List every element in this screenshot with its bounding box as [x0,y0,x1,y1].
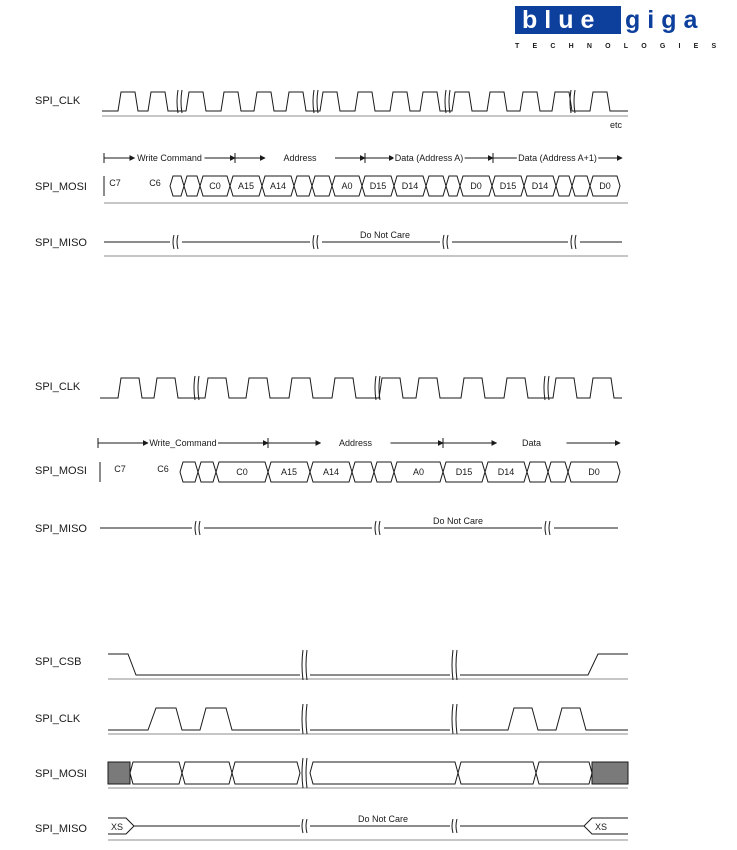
miso-do-not-care: Do Not Care [357,814,409,824]
bit-label: C7 [114,464,126,474]
break-mark [313,90,314,113]
bit-label: C7 [109,178,121,188]
phase-label: Address [338,438,373,448]
diagram-1 [35,90,628,256]
break-mark [449,90,450,113]
break-mark [379,376,380,400]
bus-cell [527,462,548,482]
bit-label: D15 [369,181,387,191]
break-mark [452,819,453,833]
bus-cell [312,176,332,196]
miso-xs-end-label: XS [594,822,608,832]
bus-cell [536,762,592,784]
break-mark [306,758,307,788]
break-mark [177,90,178,113]
bus-cell [572,176,590,196]
bus-cell [130,762,182,784]
diagram-2 [35,376,622,535]
break-mark [317,90,318,113]
signal-label-miso: SPI_MISO [35,823,87,835]
signal-label-miso: SPI_MISO [35,523,87,535]
break-mark [452,650,453,680]
miso-do-not-care: Do Not Care [432,516,484,526]
phase-label: Data (Address A) [394,153,464,163]
bit-label: C6 [149,178,161,188]
break-mark [302,650,303,680]
bus-cell [294,176,312,196]
signal-label-clk: SPI_CLK [35,381,81,393]
break-mark [544,376,545,400]
break-mark [181,90,182,113]
mosi-dont-care-end [592,762,628,784]
signal-label-miso: SPI_MISO [35,237,87,249]
bit-label: D14 [531,181,549,191]
bus-cell [458,762,536,784]
bus-cell [446,176,460,196]
break-mark [313,235,314,249]
break-mark [195,521,196,535]
bit-label: A15 [280,467,298,477]
logo-subtitle: TECHNOLOGIES [515,43,730,50]
break-mark [302,704,303,734]
bit-label: C0 [209,181,221,191]
break-mark [302,819,303,833]
break-mark [375,521,376,535]
logo-word-right: giga [625,6,705,34]
break-mark [199,521,200,535]
clk-etc-note: etc [610,120,623,130]
bus-cell [426,176,446,196]
bit-label: A14 [322,467,340,477]
phase-label: Data (Address A+1) [518,153,597,163]
phase-label: Write_Command [149,438,217,448]
bit-label: A0 [341,181,353,191]
break-mark [545,521,546,535]
bus-cell [182,762,232,784]
break-mark [194,376,195,400]
bit-label: C0 [236,467,248,477]
bus-cell [170,176,184,196]
bus-cell [374,462,394,482]
break-mark [302,758,303,788]
bit-label: A14 [269,181,287,191]
miso-do-not-care: Do Not Care [359,230,411,240]
signal-label-clk: SPI_CLK [35,95,81,107]
bus-cell [198,462,216,482]
miso-xs-start-label: XS [110,822,124,832]
bit-label: C6 [157,464,169,474]
break-mark [379,521,380,535]
bit-label: D0 [599,181,611,191]
bit-label: A0 [412,467,425,477]
break-mark [306,650,307,680]
break-mark [456,650,457,680]
signal-label-mosi: SPI_MOSI [35,181,87,193]
bus-cell [352,462,374,482]
signal-label-mosi: SPI_MOSI [35,465,87,477]
bit-label: D15 [499,181,517,191]
bus-cell [556,176,572,196]
bit-label: D14 [401,181,419,191]
break-mark [456,704,457,734]
csb-waveform [460,654,628,675]
break-mark [306,819,307,833]
break-mark [574,90,575,113]
bit-label: D14 [497,467,515,477]
csb-waveform [108,654,300,675]
clock-waveform [108,708,300,730]
bit-label: A15 [237,181,255,191]
bit-label: D0 [470,181,482,191]
clock-waveform [460,708,628,730]
break-mark [575,235,576,249]
bus-cell [232,762,300,784]
bus-cell [310,762,458,784]
bus-cell [180,462,198,482]
signal-label-mosi: SPI_MOSI [35,768,87,780]
phase-label: Address [283,153,317,163]
break-mark [177,235,178,249]
diagram-3 [35,650,628,840]
break-mark [447,235,448,249]
bus-cell [184,176,200,196]
break-mark [456,819,457,833]
mosi-dont-care-start [108,762,130,784]
break-mark [317,235,318,249]
break-mark [443,235,444,249]
bit-label: D15 [455,467,473,477]
break-mark [306,704,307,734]
logo-word-left: blue [522,6,602,34]
break-mark [549,521,550,535]
break-mark [198,376,199,400]
break-mark [571,235,572,249]
bus-cell [548,462,568,482]
break-mark [173,235,174,249]
break-mark [445,90,446,113]
phase-label: Write Command [137,153,202,163]
break-mark [452,704,453,734]
break-mark [548,376,549,400]
signal-label-csb: SPI_CSB [35,656,82,668]
break-mark [375,376,376,400]
bit-label: D0 [588,467,600,477]
phase-label: Data [521,438,542,448]
signal-label-clk: SPI_CLK [35,713,81,725]
